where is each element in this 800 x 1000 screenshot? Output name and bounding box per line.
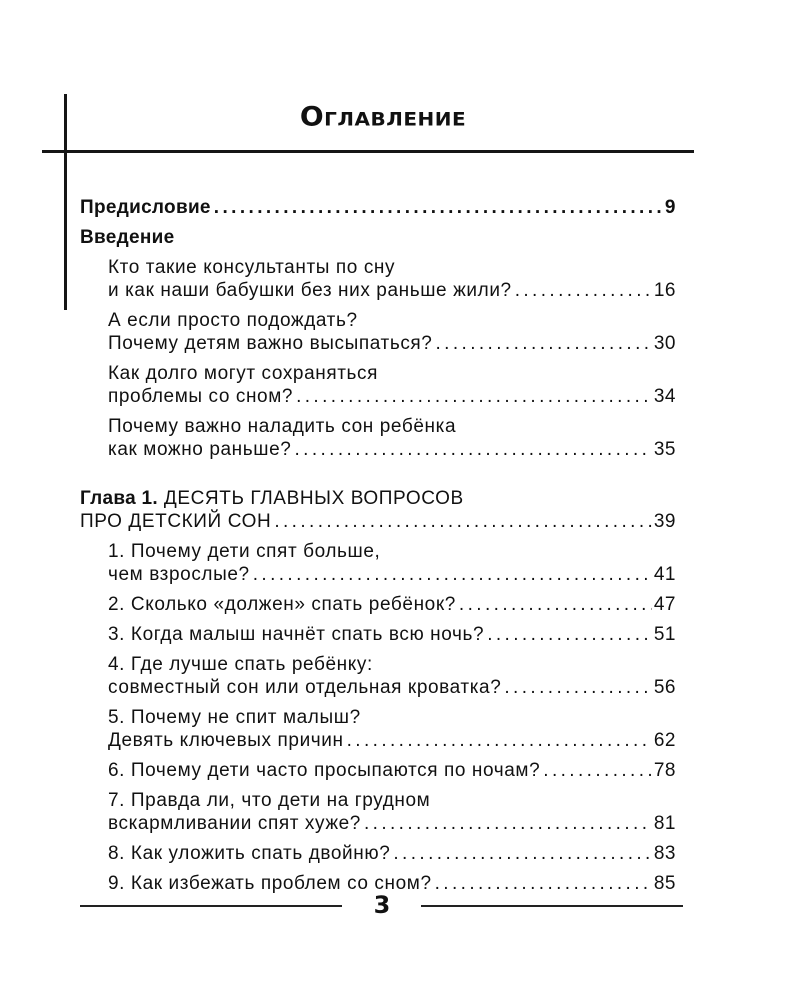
toc-entry[interactable]	[80, 653, 676, 699]
toc-section-title: Введение	[80, 227, 175, 248]
toc-entry[interactable]	[80, 256, 676, 302]
toc-entry-line	[108, 438, 676, 461]
toc-section-heading-introduction[interactable]	[80, 226, 676, 249]
toc-entry-line	[108, 332, 676, 355]
toc-entry-title: проблемы со сном?	[108, 386, 294, 407]
toc-entry-title: совместный сон или отдельная кроватка?	[108, 677, 502, 698]
toc-page-number: 35	[653, 439, 676, 460]
dot-leader	[515, 279, 652, 302]
toc-entry[interactable]	[80, 789, 676, 835]
toc-entry-title: 9. Как избежать проблем со сном?	[108, 873, 432, 894]
toc-entry-title: Почему детям важно высыпаться?	[108, 333, 433, 354]
toc-entry-title: 8. Как уложить спать двойню?	[108, 843, 391, 864]
toc-entry-line	[108, 729, 676, 752]
toc-entry[interactable]	[80, 593, 676, 616]
toc-entry-title: как можно раньше?	[108, 439, 292, 460]
dot-leader	[274, 510, 652, 533]
footer-rule-right	[421, 905, 683, 907]
dot-leader	[435, 872, 652, 895]
toc-entry-line	[80, 487, 676, 510]
dot-leader	[459, 593, 652, 616]
page-title: Оглавление	[299, 100, 467, 133]
toc-entry-line	[108, 812, 676, 835]
dot-leader	[543, 759, 652, 782]
dot-leader	[253, 563, 652, 586]
toc-page-number: 41	[653, 564, 676, 585]
dot-leader	[504, 676, 651, 699]
dot-leader	[347, 729, 652, 752]
dot-leader	[296, 385, 652, 408]
toc-entry-title: Предисловие	[80, 197, 211, 218]
toc-page-number: 62	[653, 730, 676, 751]
toc-page-number: 9	[664, 197, 676, 218]
footer-rule-left	[80, 905, 342, 907]
title-underline-rule	[42, 150, 694, 153]
toc-entry-line	[108, 842, 676, 865]
toc-entry-line	[108, 623, 676, 646]
toc-entry-line	[108, 759, 676, 782]
toc-entry-title: вскармливании спят хуже?	[108, 813, 361, 834]
chapter-label: Глава 1.	[80, 488, 158, 509]
toc-page-number: 83	[653, 843, 676, 864]
toc-page-number: 56	[653, 677, 676, 698]
toc-entry-line	[108, 563, 676, 586]
toc-page-number: 51	[653, 624, 676, 645]
toc-page-number: 81	[653, 813, 676, 834]
dot-leader	[364, 812, 652, 835]
toc-entry-line: Почему важно наладить сон ребёнка	[108, 416, 457, 437]
toc-entry-line: 5. Почему не спит малыш?	[108, 707, 361, 728]
toc-entry-preface[interactable]	[80, 196, 676, 219]
page-number: 3	[373, 891, 391, 919]
toc-entry-line	[108, 279, 676, 302]
toc-page-number: 85	[653, 873, 676, 894]
toc-entry-line	[80, 196, 676, 219]
toc-page-number: 78	[653, 760, 676, 781]
toc-entry[interactable]	[80, 309, 676, 355]
toc-entry-line: Как долго могут сохраняться	[108, 363, 379, 384]
toc-page-number: 16	[653, 280, 676, 301]
toc-page-number: 47	[653, 594, 676, 615]
dot-leader	[487, 623, 652, 646]
toc-entry-line	[108, 676, 676, 699]
toc-entry-title: ПРО ДЕТСКИЙ СОН	[80, 511, 272, 532]
dot-leader	[214, 196, 663, 219]
toc-entry-line: А если просто подождать?	[108, 310, 358, 331]
chapter-title: ДЕСЯТЬ ГЛАВНЫХ ВОПРОСОВ	[163, 488, 464, 509]
toc-entry-title: 2. Сколько «должен» спать ребёнок?	[108, 594, 456, 615]
toc-entry-line: 7. Правда ли, что дети на грудном	[108, 790, 431, 811]
toc-entry-title: и как наши бабушки без них раньше жили?	[108, 280, 512, 301]
toc-entry[interactable]	[80, 540, 676, 586]
toc-entry-line: Кто такие консультанты по сну	[108, 257, 396, 278]
dot-leader	[393, 842, 651, 865]
toc-page-number: 30	[653, 333, 676, 354]
table-of-contents	[80, 196, 676, 895]
dot-leader	[435, 332, 651, 355]
toc-entry[interactable]	[80, 415, 676, 461]
toc-entry-line: 4. Где лучше спать ребёнку:	[108, 654, 373, 675]
toc-entry-title: 6. Почему дети часто просыпаются по ночам?	[108, 760, 541, 781]
dot-leader	[294, 438, 651, 461]
toc-entry-line	[80, 510, 676, 533]
toc-entry[interactable]	[80, 759, 676, 782]
toc-entry[interactable]	[80, 362, 676, 408]
toc-entry[interactable]	[80, 842, 676, 865]
toc-chapter-entry[interactable]	[80, 487, 676, 533]
toc-entry-line: 1. Почему дети спят больше,	[108, 541, 381, 562]
toc-entry-title: 3. Когда малыш начнёт спать всю ночь?	[108, 624, 485, 645]
toc-entry-title: Девять ключевых причин	[108, 730, 344, 751]
toc-entry[interactable]	[80, 706, 676, 752]
toc-entry-line	[108, 385, 676, 408]
toc-entry-title: чем взрослые?	[108, 564, 250, 585]
toc-page-number: 34	[653, 386, 676, 407]
toc-page-number: 39	[653, 511, 676, 532]
toc-entry[interactable]	[80, 623, 676, 646]
toc-entry-line	[108, 593, 676, 616]
